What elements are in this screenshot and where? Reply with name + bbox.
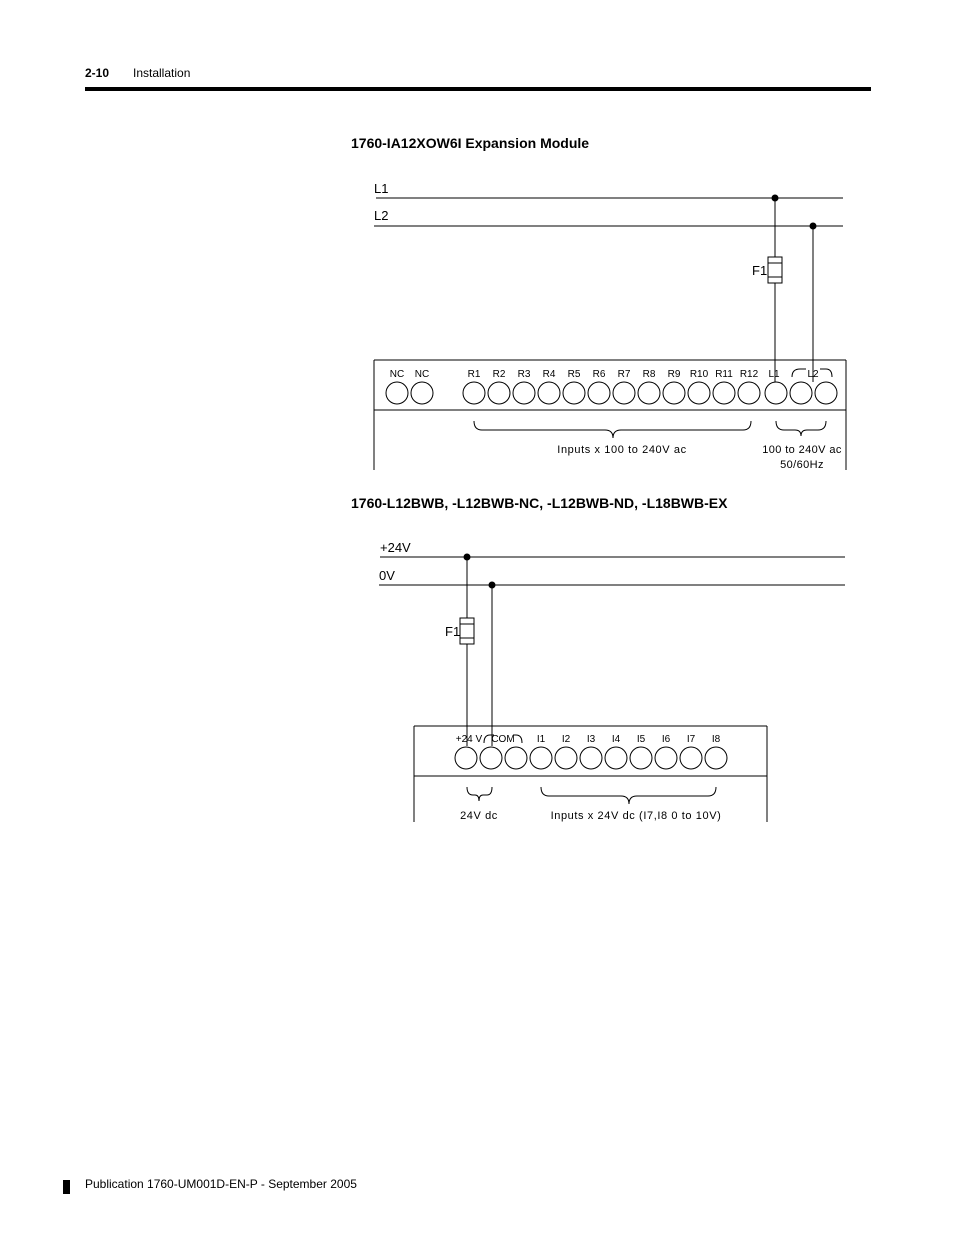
fuse-symbol xyxy=(460,618,474,644)
terminal-screw xyxy=(555,747,577,769)
terminal-label: R12 xyxy=(739,369,759,380)
l2-jumper-arc xyxy=(820,369,832,377)
terminal-screw xyxy=(538,382,560,404)
terminal-label: R3 xyxy=(517,369,531,380)
terminal-label: NC xyxy=(389,369,405,380)
terminal-label: L1 xyxy=(768,369,780,380)
terminal-screw xyxy=(386,382,408,404)
terminal-label: R1 xyxy=(467,369,481,380)
terminal-label: R6 xyxy=(592,369,606,380)
l2-jumper-arc xyxy=(792,369,806,377)
terminal-label: I8 xyxy=(711,734,721,745)
supply-bracket xyxy=(776,421,826,436)
terminal-label: R2 xyxy=(492,369,506,380)
input-bracket xyxy=(541,787,716,804)
terminal-screw xyxy=(765,382,787,404)
terminal-screw xyxy=(680,747,702,769)
terminal-label: I2 xyxy=(561,734,571,745)
terminal-screw xyxy=(605,747,627,769)
figure1-diagram xyxy=(374,181,846,471)
terminal-screw xyxy=(790,382,812,404)
terminal-label: I3 xyxy=(586,734,596,745)
terminal-screw xyxy=(638,382,660,404)
terminal-screw xyxy=(513,382,535,404)
terminal-screw xyxy=(411,382,433,404)
terminal-label: NC xyxy=(414,369,430,380)
figure2-title: 1760-L12BWB, -L12BWB-NC, -L12BWB-ND, -L18BWB-EX xyxy=(351,495,728,511)
input-bracket xyxy=(474,421,751,438)
terminal-label: +24 V xyxy=(455,734,483,745)
terminal-screw xyxy=(530,747,552,769)
publication-footer: Publication 1760-UM001D-EN-P - September 2005 xyxy=(85,1177,357,1191)
terminal-screw xyxy=(505,747,527,769)
fuse-label: F1 xyxy=(752,263,768,278)
terminal-label: R10 xyxy=(689,369,709,380)
fuse-label: F1 xyxy=(445,624,461,639)
terminal-label: R11 xyxy=(715,369,733,380)
terminal-screw xyxy=(455,747,477,769)
terminal-label: I7 xyxy=(686,734,696,745)
figure2-diagram xyxy=(379,540,845,822)
terminal-screw xyxy=(630,747,652,769)
terminal-screw xyxy=(713,382,735,404)
rail-label-0v: 0V xyxy=(379,568,395,583)
terminal-screw xyxy=(815,382,837,404)
terminal-screw xyxy=(480,747,502,769)
terminal-screw xyxy=(613,382,635,404)
rail-label-l1: L1 xyxy=(374,181,389,196)
input-caption: Inputs x 100 to 240V ac xyxy=(557,444,687,456)
terminal-label: COM xyxy=(491,734,515,745)
terminal-label: R8 xyxy=(642,369,656,380)
terminal-label: R9 xyxy=(667,369,681,380)
input-caption: Inputs x 24V dc (I7,I8 0 to 10V) xyxy=(550,810,722,822)
terminal-screw xyxy=(663,382,685,404)
supply-caption: 24V dc xyxy=(460,810,498,822)
terminal-screw xyxy=(688,382,710,404)
terminal-label: I1 xyxy=(536,734,546,745)
supply-caption-line1: 100 to 240V ac xyxy=(762,444,842,456)
terminal-label: R5 xyxy=(567,369,581,380)
terminal-label: L2 xyxy=(807,369,819,380)
section-title: Installation xyxy=(133,66,191,80)
terminal-screw xyxy=(588,382,610,404)
terminal-screw xyxy=(563,382,585,404)
rail-label-24v: +24V xyxy=(380,540,411,555)
terminal-label: R4 xyxy=(542,369,556,380)
terminal-screw xyxy=(580,747,602,769)
terminal-label: R7 xyxy=(617,369,631,380)
supply-bracket xyxy=(467,787,492,801)
rail-label-l2: L2 xyxy=(374,208,389,223)
terminal-label: I6 xyxy=(661,734,671,745)
terminal-label: I5 xyxy=(636,734,646,745)
terminal-label: I4 xyxy=(611,734,621,745)
page-number: 2-10 xyxy=(85,66,110,80)
terminal-screw xyxy=(655,747,677,769)
terminal-screw xyxy=(705,747,727,769)
footer-marker xyxy=(63,1180,70,1194)
fuse-symbol xyxy=(768,257,782,283)
figure1-title: 1760-IA12XOW6I Expansion Module xyxy=(351,135,590,151)
terminal-screw xyxy=(463,382,485,404)
terminal-screw xyxy=(488,382,510,404)
supply-caption-line2: 50/60Hz xyxy=(780,459,824,471)
terminal-screw xyxy=(738,382,760,404)
